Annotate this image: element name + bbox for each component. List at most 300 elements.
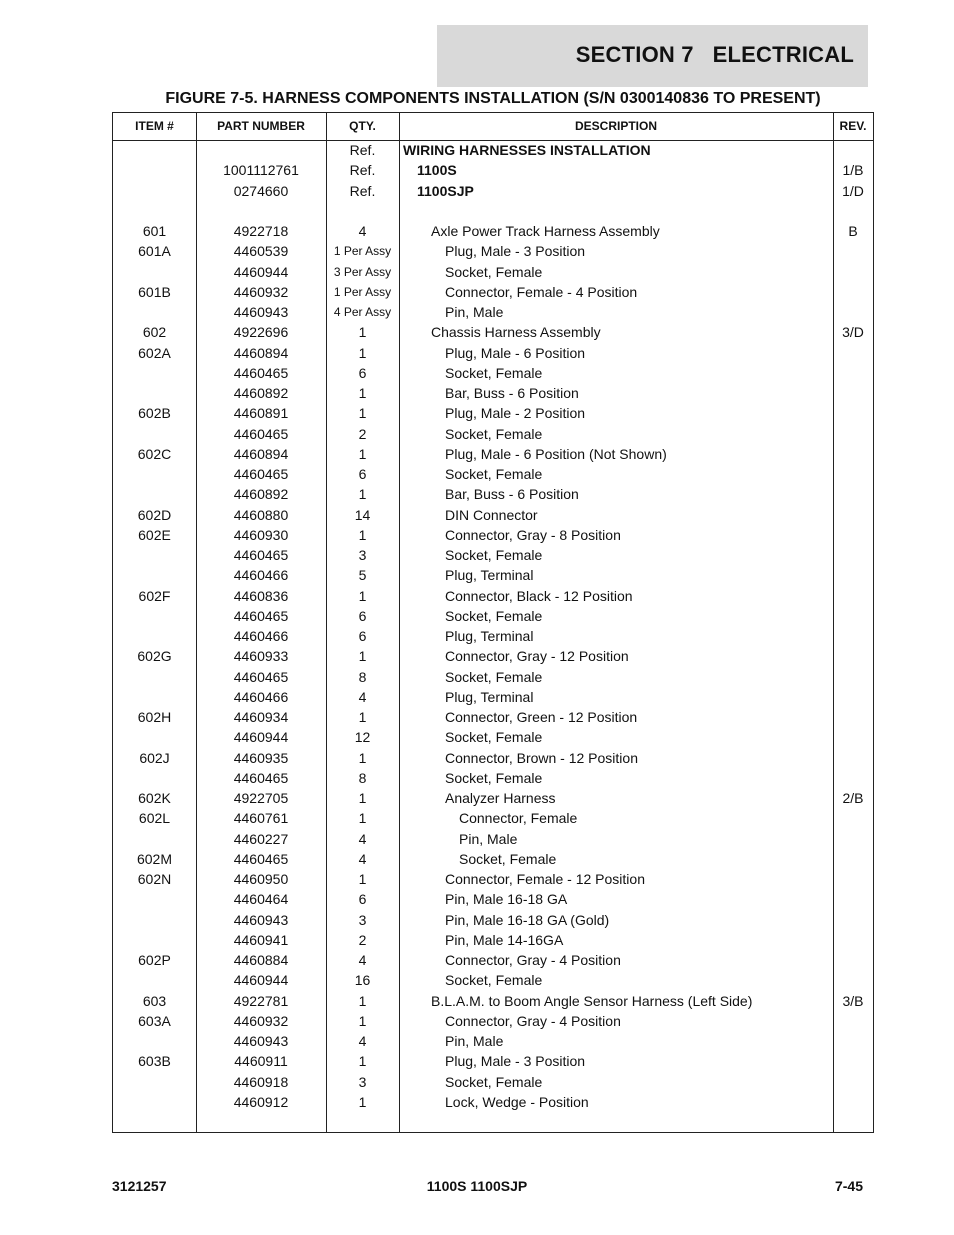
item-number [113, 302, 196, 322]
header-part-number: PART NUMBER [217, 119, 305, 133]
part-number: 4460943 [233, 911, 289, 928]
revision [833, 970, 873, 990]
item-number [113, 727, 196, 747]
description: Chassis Harness Assembly [431, 324, 601, 341]
revision [833, 950, 873, 970]
table-row [113, 403, 873, 423]
quantity: 6 [358, 891, 367, 908]
part-number: 4460943 [233, 304, 289, 320]
revision [833, 910, 873, 930]
quantity: 1 [358, 1093, 367, 1110]
quantity: 4 [358, 688, 367, 705]
quantity: 1 [358, 648, 367, 665]
table-row [113, 829, 873, 849]
quantity: 16 [354, 972, 371, 989]
section-banner [437, 25, 868, 87]
revision [833, 930, 873, 950]
quantity: 1 [358, 871, 367, 887]
revision [833, 140, 873, 160]
quantity: 4 [358, 1033, 367, 1049]
quantity: 8 [358, 668, 367, 685]
table-row [113, 201, 873, 221]
item-number: 602B [138, 405, 171, 422]
item-number: 602H [137, 709, 172, 725]
description: Bar, Buss - 6 Position [445, 385, 579, 401]
description: Plug, Terminal [445, 567, 534, 584]
table-row [113, 991, 873, 1011]
item-number: 602 [142, 324, 167, 341]
quantity: 3 [358, 1073, 367, 1090]
item-number [113, 1092, 196, 1112]
quantity: 3 [358, 911, 367, 928]
description: Connector, Gray - 4 Position [445, 1012, 621, 1029]
description: Pin, Male 16-18 GA (Gold) [445, 911, 610, 928]
quantity: 1 [358, 526, 367, 543]
table-row [113, 788, 873, 808]
table-row [113, 748, 873, 768]
part-number: 4460941 [233, 931, 289, 948]
item-number: 603B [138, 1053, 171, 1070]
item-number [113, 424, 196, 444]
table-row [113, 221, 873, 241]
part-number: 0274660 [233, 182, 289, 199]
header-qty: QTY. [349, 119, 376, 133]
description: Lock, Wedge - Position [445, 1093, 589, 1110]
table-row [113, 565, 873, 585]
item-number [113, 687, 196, 707]
description: Pin, Male [459, 830, 518, 847]
description: DIN Connector [445, 506, 538, 523]
part-number: 4922781 [233, 992, 289, 1009]
item-number [113, 768, 196, 788]
item-number [113, 565, 196, 585]
table-row [113, 322, 873, 342]
part-number: 1001112761 [223, 162, 299, 179]
revision [833, 262, 873, 282]
item-number: 602L [138, 810, 171, 827]
table-row [113, 1092, 873, 1112]
revision [833, 505, 873, 525]
item-number: 601 [142, 223, 167, 239]
revision [833, 808, 873, 828]
part-number: 4460892 [233, 486, 289, 503]
part-number: 4460539 [233, 243, 289, 260]
description: Socket, Female [445, 1073, 543, 1090]
revision [833, 525, 873, 545]
revision: 3/B [842, 992, 864, 1009]
table-row [113, 181, 873, 201]
quantity: 1 Per Assy [333, 244, 392, 259]
part-number: 4460943 [233, 1033, 289, 1049]
description: Connector, Female - 12 Position [445, 871, 645, 887]
part-number [196, 140, 326, 160]
header-rev: REV. [839, 119, 867, 133]
quantity: 4 [358, 223, 367, 239]
description: Connector, Female [459, 810, 578, 827]
part-number: 4460227 [233, 830, 289, 847]
item-number [113, 626, 196, 646]
revision [833, 484, 873, 504]
quantity: 1 [358, 992, 367, 1009]
table-row [113, 808, 873, 828]
revision [833, 1051, 873, 1071]
quantity: 1 [358, 445, 367, 462]
revision [833, 626, 873, 646]
quantity: 1 [358, 344, 367, 361]
part-number: 4460466 [233, 688, 289, 705]
table-row [113, 687, 873, 707]
table-row [113, 910, 873, 930]
revision: 1/D [842, 182, 864, 199]
part-number: 4460911 [234, 1053, 288, 1070]
table-row [113, 950, 873, 970]
revision [833, 1011, 873, 1031]
quantity: 12 [354, 729, 371, 746]
description: Pin, Male [445, 304, 504, 320]
part-number: 4460836 [233, 587, 289, 604]
item-number [113, 201, 196, 221]
quantity: 1 [358, 385, 367, 401]
quantity: 1 [358, 1012, 367, 1029]
description: Connector, Gray - 4 Position [445, 952, 621, 968]
table-row [113, 505, 873, 525]
revision [833, 707, 873, 727]
part-number: 4460880 [233, 506, 289, 523]
description: B.L.A.M. to Boom Angle Sensor Harness (Left Side) [431, 992, 753, 1009]
quantity: 2 [358, 931, 367, 948]
part-number: 4460892 [233, 385, 289, 401]
table-row [113, 363, 873, 383]
table-row [113, 160, 873, 180]
part-number: 4460884 [233, 952, 289, 968]
table-row [113, 525, 873, 545]
revision [833, 201, 873, 221]
revision [833, 363, 873, 383]
part-number: 4460466 [233, 567, 289, 584]
part-number: 4460912 [233, 1093, 289, 1110]
quantity [326, 201, 399, 221]
revision [833, 444, 873, 464]
quantity: 1 [358, 405, 367, 422]
table-row [113, 444, 873, 464]
table-row [113, 667, 873, 687]
table-row [113, 262, 873, 282]
description: Socket, Female [445, 729, 543, 746]
part-number: 4460465 [233, 466, 289, 482]
item-number: 602C [137, 445, 172, 462]
quantity: 1 [358, 324, 367, 341]
table-row [113, 1011, 873, 1031]
table-row [113, 424, 873, 444]
table-row [113, 282, 873, 302]
item-number: 602K [138, 790, 171, 806]
revision [833, 889, 873, 909]
quantity: 4 Per Assy [333, 305, 392, 319]
part-number: 4460933 [233, 648, 289, 665]
footer-model: 1100S 1100SJP [426, 1178, 528, 1194]
revision [833, 667, 873, 687]
part-number: 4922696 [233, 324, 289, 341]
part-number: 4460932 [233, 283, 289, 300]
table-row [113, 646, 873, 666]
part-number: 4922705 [233, 790, 289, 806]
item-number: 602E [138, 526, 171, 543]
table-row [113, 1072, 873, 1092]
part-number: 4460465 [233, 364, 289, 381]
item-number [113, 889, 196, 909]
revision [833, 748, 873, 768]
quantity: 1 [358, 749, 367, 766]
revision [833, 646, 873, 666]
table-row [113, 545, 873, 565]
revision [833, 424, 873, 444]
revision: 3/D [842, 324, 864, 341]
item-number [113, 464, 196, 484]
item-number [113, 383, 196, 403]
quantity: 1 [358, 709, 367, 725]
description: Pin, Male 14-16GA [445, 931, 564, 948]
table-row [113, 343, 873, 363]
revision [833, 565, 873, 585]
quantity: 1 [358, 1053, 367, 1070]
quantity: 6 [358, 607, 367, 624]
description: Socket, Female [445, 668, 543, 685]
part-number: 4460950 [233, 871, 289, 887]
description: Connector, Gray - 12 Position [445, 648, 629, 665]
revision [833, 687, 873, 707]
quantity: 8 [358, 769, 367, 786]
quantity: 2 [358, 425, 367, 442]
table-row [113, 869, 873, 889]
header-item: ITEM # [135, 119, 174, 133]
revision [833, 343, 873, 363]
description: Axle Power Track Harness Assembly [431, 223, 660, 239]
header-description: DESCRIPTION [574, 119, 657, 133]
section-title: SECTION 7 ELECTRICAL [575, 42, 854, 67]
quantity: 6 [358, 466, 367, 482]
description: Bar, Buss - 6 Position [445, 486, 579, 503]
description: Socket, Female [445, 425, 543, 442]
part-number: 4460935 [233, 749, 289, 766]
item-number [113, 829, 196, 849]
description: Socket, Female [445, 466, 543, 482]
quantity: 1 [358, 587, 367, 604]
revision [833, 241, 873, 261]
quantity: 4 [358, 850, 367, 867]
revision: 1/B [842, 162, 864, 179]
revision [833, 1031, 873, 1051]
table-row [113, 302, 873, 322]
description: 1100S [417, 162, 457, 179]
revision [833, 545, 873, 565]
table-row [113, 1031, 873, 1051]
description: Socket, Female [445, 769, 543, 786]
item-number: 603 [142, 992, 167, 1009]
revision [833, 606, 873, 626]
item-number [113, 262, 196, 282]
description [403, 201, 833, 221]
item-number [113, 545, 196, 565]
item-number: 601B [138, 283, 171, 300]
table-row [113, 930, 873, 950]
description: Plug, Male - 3 Position [445, 1053, 586, 1070]
item-number [113, 910, 196, 930]
item-number: 601A [138, 243, 171, 260]
figure-title: FIGURE 7-5. HARNESS COMPONENTS INSTALLATION (S/N 0300140836 TO PRESENT) [165, 90, 821, 107]
revision [833, 1092, 873, 1112]
item-number: 602A [138, 344, 171, 361]
table-row [113, 484, 873, 504]
table-row [113, 464, 873, 484]
description: Plug, Male - 6 Position [445, 344, 586, 361]
part-number: 4922718 [233, 223, 289, 239]
part-number: 4460464 [233, 891, 289, 908]
description: Socket, Female [445, 547, 543, 563]
part-number: 4460465 [233, 668, 289, 685]
description: WIRING HARNESSES INSTALLATION [403, 142, 651, 158]
quantity: 1 [358, 810, 367, 827]
table-row [113, 1051, 873, 1071]
item-number: 602J [139, 749, 170, 766]
description: Connector, Gray - 8 Position [445, 526, 621, 543]
description: Socket, Female [445, 364, 543, 381]
revision [833, 869, 873, 889]
item-number [113, 363, 196, 383]
item-number [113, 181, 196, 201]
part-number: 4460944 [233, 972, 289, 989]
description: Plug, Terminal [445, 628, 534, 644]
part-number: 4460894 [233, 445, 289, 462]
quantity: 4 [358, 952, 367, 968]
item-number [113, 930, 196, 950]
quantity: 5 [358, 567, 367, 584]
part-number: 4460465 [233, 425, 289, 442]
item-number: 602P [138, 952, 171, 968]
revision [833, 586, 873, 606]
description: Plug, Male - 3 Position [445, 243, 586, 260]
revision [833, 464, 873, 484]
quantity: 14 [354, 506, 371, 523]
revision [833, 768, 873, 788]
description: Pin, Male [445, 1033, 504, 1049]
quantity: 1 Per Assy [333, 284, 392, 299]
part-number: 4460465 [233, 607, 289, 624]
parts-table [112, 112, 874, 1133]
revision [833, 849, 873, 869]
item-number [113, 667, 196, 687]
item-number [113, 140, 196, 160]
description: Socket, Female [445, 972, 543, 989]
part-number: 4460891 [233, 405, 289, 422]
part-number: 4460894 [233, 344, 289, 361]
table-row [113, 849, 873, 869]
footer-doc-number: 3121257 [112, 1178, 167, 1194]
table-row [113, 383, 873, 403]
table-row [113, 768, 873, 788]
revision [833, 302, 873, 322]
item-number [113, 1031, 196, 1051]
table-row [113, 970, 873, 990]
item-number [113, 484, 196, 504]
part-number: 4460465 [233, 769, 289, 786]
description: Socket, Female [459, 850, 557, 867]
table-row [113, 889, 873, 909]
item-number [113, 160, 196, 180]
quantity: 1 [358, 486, 367, 503]
quantity: 4 [358, 830, 367, 847]
table-row [113, 586, 873, 606]
quantity: Ref. [349, 162, 376, 179]
table-row [113, 626, 873, 646]
revision [833, 403, 873, 423]
description: 1100SJP [417, 182, 474, 199]
item-number: 602N [137, 871, 172, 887]
table-row [113, 727, 873, 747]
description: Plug, Male - 6 Position (Not Shown) [445, 445, 667, 462]
item-number: 602F [138, 587, 171, 604]
quantity: 3 [358, 547, 367, 563]
quantity: 6 [358, 628, 367, 644]
item-number: 602D [137, 506, 172, 523]
part-number: 4460466 [233, 628, 289, 644]
part-number: 4460465 [233, 850, 289, 867]
description: Socket, Female [445, 263, 543, 280]
revision [833, 829, 873, 849]
quantity: Ref. [349, 182, 376, 199]
part-number: 4460761 [233, 810, 289, 827]
quantity: 6 [358, 364, 367, 381]
description: Plug, Terminal [445, 688, 534, 705]
part-number: 4460465 [233, 547, 289, 563]
part-number [196, 201, 326, 221]
description: Connector, Female - 4 Position [445, 283, 638, 300]
quantity: Ref. [349, 142, 376, 158]
description: Socket, Female [445, 607, 543, 624]
description: Plug, Male - 2 Position [445, 405, 586, 422]
description: Connector, Brown - 12 Position [445, 749, 638, 766]
description: Connector, Green - 12 Position [445, 709, 638, 725]
item-number: 602M [136, 850, 173, 867]
table-row [113, 707, 873, 727]
description: Analyzer Harness [445, 790, 556, 806]
part-number: 4460918 [233, 1073, 289, 1090]
revision [833, 383, 873, 403]
item-number [113, 606, 196, 626]
revision [833, 282, 873, 302]
description: Connector, Black - 12 Position [445, 587, 633, 604]
table-header [113, 113, 873, 141]
quantity: 3 Per Assy [333, 264, 392, 279]
revision [833, 727, 873, 747]
item-number [113, 1072, 196, 1092]
revision: 2/B [842, 790, 864, 806]
part-number: 4460932 [233, 1012, 289, 1029]
description: Pin, Male 16-18 GA [445, 891, 568, 908]
part-number: 4460930 [233, 526, 289, 543]
revision: B [848, 223, 858, 239]
table-row [113, 606, 873, 626]
part-number: 4460944 [233, 263, 289, 280]
part-number: 4460944 [233, 729, 289, 746]
item-number: 603A [138, 1012, 171, 1029]
table-row [113, 140, 873, 160]
quantity: 1 [358, 790, 367, 806]
revision [833, 1072, 873, 1092]
part-number: 4460934 [233, 709, 289, 725]
table-row [113, 241, 873, 261]
item-number [113, 970, 196, 990]
footer-page-number: 7-45 [834, 1178, 863, 1194]
